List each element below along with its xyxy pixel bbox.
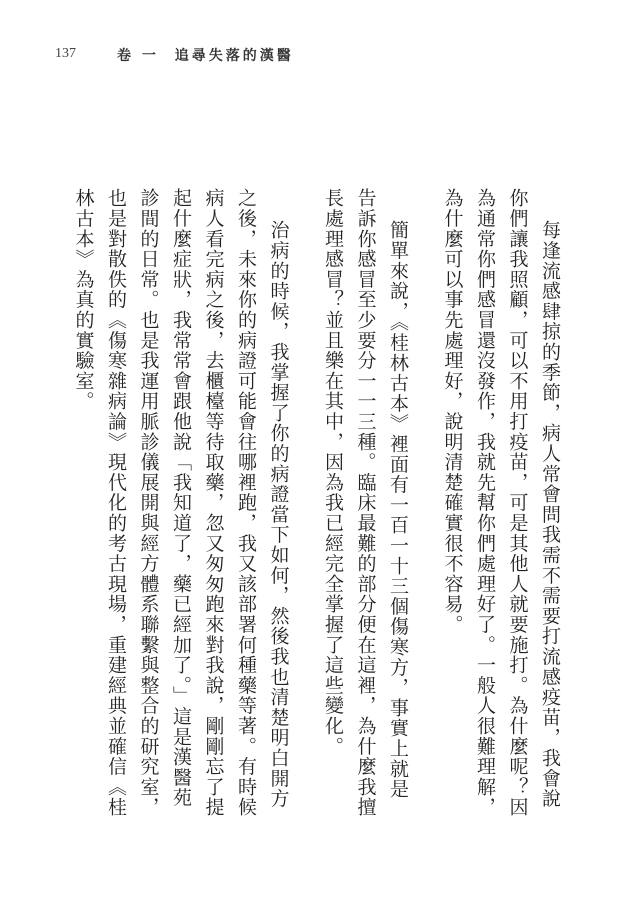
text-column: 告訴你感冒至少要分一一三種。臨床最難的部分便在這裡，為什麼我擅: [354, 188, 377, 818]
text-column: 為什麼可以事先處理好，說明清楚確實很不容易。: [441, 188, 464, 635]
text-column: 之後，未來你的病證可能會往哪裡跑，我又該部署何種藥等著。有時候: [235, 188, 257, 818]
text-column: 你們讓我照顧，可以不用打疫苗，可是其他人就要施打。為什麼呢？因: [506, 188, 529, 818]
body-text: [67, 188, 566, 818]
running-head: [117, 45, 294, 65]
text-column: 簡單來說，《桂林古本》裡面有一百一十三個傷寒方，事實上就是: [387, 220, 409, 800]
text-column: 林古本》為真的實驗室。: [72, 188, 95, 412]
volume-label: 卷 一: [117, 48, 159, 64]
text-column: 長處理感冒？並且樂在其中，因為我已經完全掌握了這些變化。: [322, 188, 344, 757]
paragraph-gap: [295, 188, 317, 808]
page-number: 137: [55, 46, 76, 61]
text-column: 為通常你們感冒還沒發作，我就先幫你們處理好了。一般人很難理解，: [474, 188, 496, 818]
text-column: 病人看完病之後，去櫃檯等待取藥，忽又匆匆跑來對我說，剛剛忘了提: [202, 188, 225, 818]
chapter-title: 追尋失落的漢醫: [174, 48, 294, 64]
text-column: 也是對散佚的《傷寒雜病論》現代化的考古現場，重建經典並確信《桂: [105, 188, 127, 818]
paragraph-gap: [414, 188, 436, 808]
text-column: 治病的時候，我掌握了你的病證當下如何，然後我也清楚明白開方: [267, 220, 290, 809]
text-column: 每逢流感肆掠的季節，病人常會問我需不需要打流感疫苗，我會說: [539, 220, 561, 809]
text-column: 起什麼症狀，我常常會跟他說「我知道了，藥已經加了。」這是漢醫苑: [170, 188, 192, 808]
text-column: 診間的日常。也是我運用脈診儀展開與經方體系聯繫與整合的研究室，: [137, 188, 160, 818]
